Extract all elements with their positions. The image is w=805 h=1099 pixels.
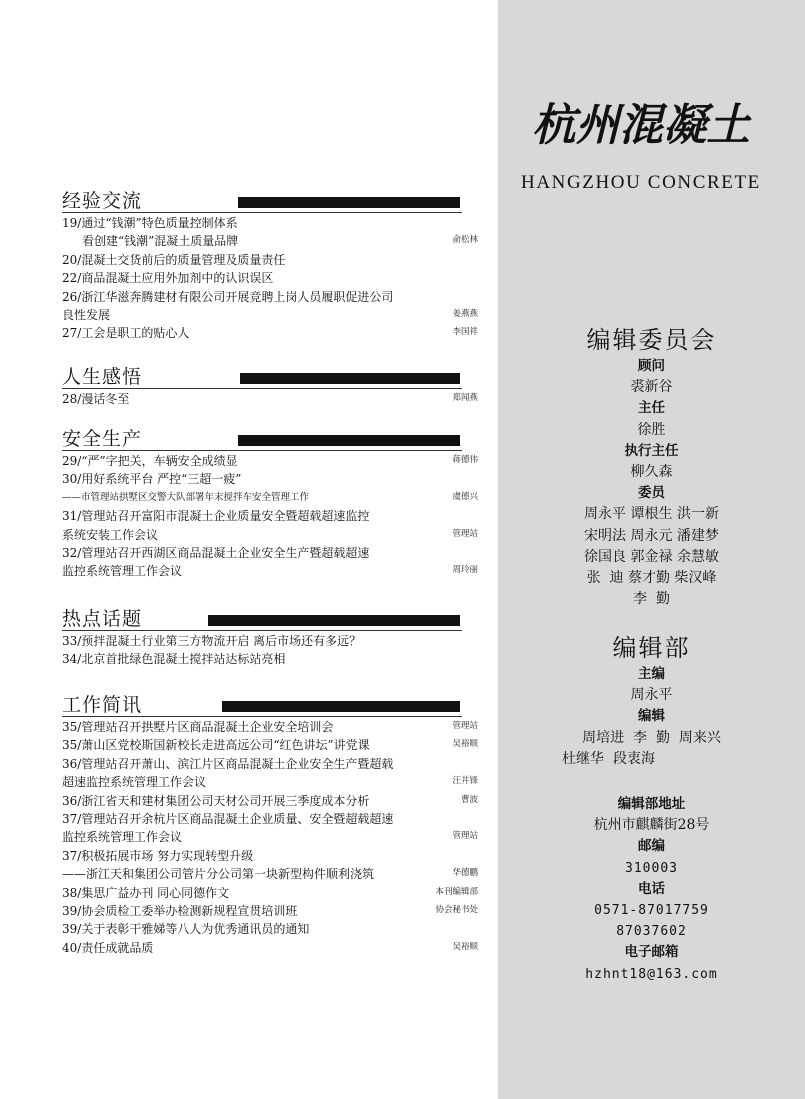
contact-info [498,794,805,985]
toc-entry [62,306,478,324]
section-rule [62,388,462,389]
section-rule [62,212,462,213]
entry-title: 37/管理站召开余杭片区商品混凝土企业质量、安全暨超载超速 [62,812,394,827]
entry-author: 姜燕燕 [452,309,478,320]
entry-title: 40/责任成就品质 [62,940,154,955]
section-header [62,692,482,718]
entry-title: 27/工会是职工的贴心人 [62,326,190,341]
members-row: 徐国良 郭金禄 余慧敏 [584,548,719,565]
toc-entry [62,452,478,470]
editors-row: 周培进 李 勤 周来兴 [582,729,721,746]
entry-author: 本刊编辑部 [435,886,478,897]
toc-entry [62,736,478,754]
entry-title: 37/积极拓展市场 努力实现转型升级 [62,848,254,863]
entry-title: 监控系统管理工作会议 [62,564,183,579]
phone-value: 87037602 [616,924,687,940]
toc-section-safety [62,426,482,581]
entry-author: 虞德兴 [452,491,478,502]
section-bar [238,435,460,446]
entry-author: 管理站 [452,721,478,731]
entry-title: 29/“严”字把关，车辆安全成绩显 [62,454,238,468]
address-label: 编辑部地址 [617,796,686,812]
toc-entry [62,288,462,306]
chief-editor-label: 主编 [638,666,665,682]
entry-title: 看创建“钱潮”混凝土质量品牌 [82,234,239,249]
toc-entry [62,526,478,544]
section-title: 工作简讯 [62,694,143,716]
advisor-name: 裘新谷 [630,379,673,396]
entry-author: 周玲丽 [452,565,478,576]
entry-title: 超速监控系统管理工作会议 [62,775,207,790]
toc-entry [62,324,478,342]
entry-title: 28/漫话冬至 [62,392,130,406]
editors-row: 杜继华 段衷海 [562,750,655,767]
address-value: 杭州市麒麟街28号 [593,817,710,834]
editorial-title: 编辑部 [612,634,691,662]
section-rule [62,450,462,451]
entry-title: 22/商品混凝土应用外加剂中的认识误区 [62,271,274,286]
advisor-label: 顾问 [638,358,665,374]
members-row: 李 勤 [633,591,670,608]
members-label: 委员 [638,485,665,502]
toc-entry [62,470,462,488]
toc-entry [62,902,478,920]
toc-entry [62,810,462,828]
toc-entry [62,920,462,938]
members-row: 宋明法 周永元 潘建梦 [584,527,719,544]
toc-section-life [62,364,482,408]
toc-section-experience [62,188,482,343]
entry-author: 俞松林 [452,235,478,246]
section-header [62,188,482,214]
toc-entry [62,251,462,269]
english-title: HANGZHOU CONCRETE [521,172,761,193]
section-rule [62,630,462,631]
entry-list [62,390,482,408]
entry-title: 35/萧山区党校斯国新校长走进高远公司“红色讲坛”讲党课 [62,738,370,753]
toc-entry [62,562,478,580]
postcode-label: 邮编 [638,838,665,855]
masthead-logo [532,96,754,152]
logo-text: 杭州混凝土 [532,100,752,151]
toc-entry [62,489,478,507]
section-bar [238,197,460,208]
section-title: 人生感悟 [62,366,143,388]
toc-entry [62,214,462,232]
section-title: 热点话题 [62,608,143,630]
entry-title: 系统安装工作会议 [62,527,159,542]
members-row: 周永平 谭根生 洪一新 [584,506,719,523]
entry-author: 蒋德伟 [452,455,478,465]
entry-title: ——浙江天和集团公司管片分公司第一块新型构件顺利浇筑 [62,867,375,882]
entry-title: ——市管理站拱墅区交警大队部署年末搅拌车安全管理工作 [62,491,310,503]
entry-author: 曹波 [460,794,478,805]
director-name: 徐胜 [637,421,666,438]
phone-value: 0571-87017759 [594,903,709,919]
toc-entry [62,847,462,865]
entry-title: 33/预拌混凝土行业第三方物流开启 离后市场还有多远？ [62,634,362,648]
toc-entry [62,269,462,287]
toc-entry [62,884,478,902]
committee-title: 编辑委员会 [586,326,717,354]
entry-author: 管理站 [452,831,478,842]
section-bar [240,373,460,384]
email-label: 电子邮箱 [624,944,679,961]
entry-title: 36/浙江省天和建材集团公司天材公司开展三季度成本分析 [62,793,370,808]
toc-entry [62,718,478,736]
section-header [62,606,482,632]
toc-entry [62,632,462,650]
entry-title: 31/管理站召开富阳市混凝土企业质量安全暨超载超速监控 [62,509,370,524]
editorial-committee [498,324,805,610]
toc-entry [62,507,462,525]
entry-author: 吴裕顺 [452,941,478,952]
toc-entry [62,792,478,810]
toc-entry [62,828,478,846]
toc-entry [62,865,478,883]
entry-title: 20/混凝土交货前后的质量管理及质量责任 [62,252,286,267]
toc-entry [62,939,478,957]
toc-entry [62,390,478,408]
entry-title: 34/北京首批绿色混凝土搅拌站达标站亮相 [62,652,286,667]
entry-author: 汪井锋 [452,776,478,787]
entry-author: 华德鹏 [452,868,478,879]
section-title: 经验交流 [62,190,143,212]
entry-author: 郑闻燕 [452,393,478,403]
toc-entry [62,755,462,773]
entry-author: 吴裕顺 [452,739,478,750]
director-label: 主任 [638,400,665,417]
exec-director-name: 柳久森 [630,464,673,481]
toc-entry [62,232,478,250]
email-value: hzhnt18@163.com [585,966,718,982]
entry-title: 26/浙江华滋奔腾建材有限公司开展竞聘上岗人员履职促进公司 [62,289,394,304]
entry-list [62,214,482,343]
entry-title: 19/通过“钱潮”特色质量控制体系 [62,216,238,230]
entry-author: 协会秘书处 [435,905,478,916]
entry-title: 监控系统管理工作会议 [62,830,183,845]
section-bar [208,615,460,626]
entry-title: 39/协会质检工委举办检测新规程宣贯培训班 [62,904,298,919]
toc-entry [62,773,478,791]
entry-title: 32/管理站召开西湖区商品混凝土企业安全生产暨超载超速 [62,546,370,561]
toc-entry [62,650,462,668]
entry-list [62,632,482,669]
toc-section-hot-topics [62,606,482,669]
members-row: 张 迪 蔡才勤 柴汉峰 [586,570,717,587]
editors-label: 编辑 [638,708,665,725]
entry-title: 35/管理站召开拱墅片区商品混凝土企业安全培训会 [62,720,334,734]
exec-director-label: 执行主任 [624,442,679,459]
postcode-value: 310003 [625,860,678,876]
section-header [62,426,482,452]
toc-entry [62,544,462,562]
section-title: 安全生产 [62,428,143,450]
phone-label: 电话 [638,880,665,897]
toc-section-work-news [62,692,482,957]
entry-list [62,452,482,581]
entry-title: 36/管理站召开萧山、滨江片区商品混凝土企业安全生产暨超载 [62,756,394,771]
chief-editor-name: 周永平 [630,687,673,704]
entry-title: 39/关于表彰干雅娣等八人为优秀通讯员的通知 [62,922,310,937]
entry-list [62,718,482,957]
section-bar [222,701,460,712]
section-rule [62,716,462,717]
entry-author: 管理站 [452,528,478,539]
entry-title: 良性发展 [62,308,111,323]
entry-title: 38/集思广益办刊 同心同德作文 [62,885,230,900]
entry-title: 30/用好系统平台 严控“三超一疲” [62,472,242,487]
editorial-department [498,632,805,770]
entry-author: 李国祥 [452,327,478,338]
section-header [62,364,482,390]
